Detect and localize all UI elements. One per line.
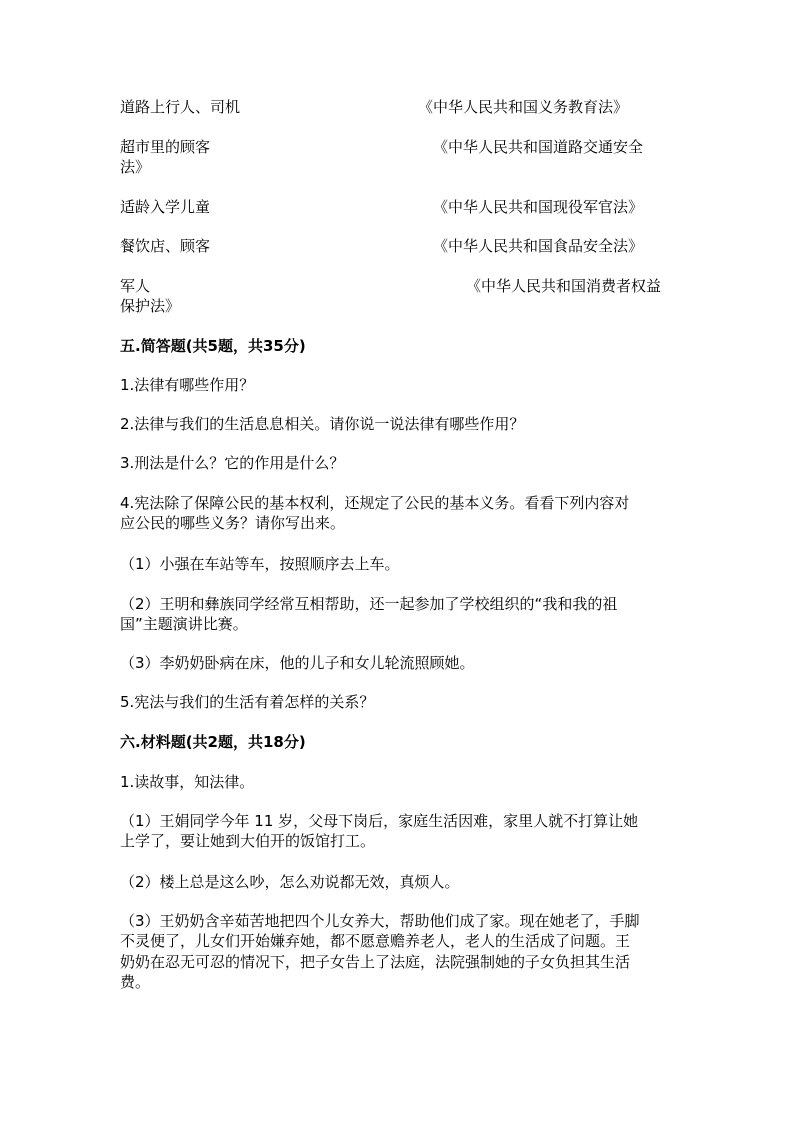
match-left-5: 军人 xyxy=(120,277,151,295)
match-right-5: 《中华人民共和国消费者权益 xyxy=(466,277,662,295)
section5-q3: 3.刑法是什么？它的作用是什么？ xyxy=(120,454,345,472)
section6-story1-line1: （1）王娟同学今年 11 岁，父母下岗后，家庭生活因难，家里人就不打算让她 xyxy=(120,812,639,830)
match-left-1: 道路上行人、司机 xyxy=(120,98,241,116)
section5-q4-item2-line1: （2）王明和彝族同学经常互相帮助，还一起参加了学校组织的“我和我的祖 xyxy=(120,595,618,613)
section6-story3-line2: 不灵便了，儿女们开始嫌弃她，都不愿意赡养老人，老人的生活成了问题。王 xyxy=(120,932,631,950)
section6-q1: 1.读故事，知法律。 xyxy=(120,773,255,791)
section6-story3-line3: 奶奶在忍无可忍的情况下，把子女告上了法庭，法院强制她的子女负担其生活 xyxy=(120,953,631,971)
section5-q4-line2: 应公民的哪些义务？请你写出来。 xyxy=(120,514,346,532)
section5-q2: 2.法律与我们的生活息息相关。请你说一说法律有哪些作用？ xyxy=(120,415,525,433)
section6-story2: （2）楼上总是这么吵，怎么劝说都无效，真烦人。 xyxy=(120,873,460,891)
section6-heading: 六.材料题(共2题，共18分) xyxy=(120,733,306,751)
section5-heading: 五.简答题(共5题，共35分) xyxy=(120,337,306,355)
match-left-2: 超市里的顾客 xyxy=(120,138,211,156)
match-left-3: 适龄入学儿童 xyxy=(120,198,211,216)
match-right-3: 《中华人民共和国现役军官法》 xyxy=(433,198,644,216)
match-right-2: 《中华人民共和国道路交通安全 xyxy=(433,138,644,156)
section5-q4-item1: （1）小强在车站等车，按照顺序去上车。 xyxy=(120,555,400,573)
section6-story3-line1: （3）王奶奶含辛茹苦地把四个儿女养大，帮助他们成了家。现在她老了，手脚 xyxy=(120,912,640,930)
match-right-4: 《中华人民共和国食品安全法》 xyxy=(433,237,644,255)
section5-q5: 5.宪法与我们的生活有着怎样的关系？ xyxy=(120,693,375,711)
section5-q4-item3: （3）李奶奶卧病在床，他的儿子和女儿轮流照顾她。 xyxy=(120,654,475,672)
match-right-2-cont: 法》 xyxy=(120,158,151,176)
match-left-4: 餐饮店、顾客 xyxy=(120,237,211,255)
section5-q4-line1: 4.宪法除了保障公民的基本权利，还规定了公民的基本义务。看看下列内容对 xyxy=(120,494,630,512)
match-right-5-cont: 保护法》 xyxy=(120,297,181,315)
section6-story3-line4: 费。 xyxy=(120,973,151,991)
match-right-1: 《中华人民共和国义务教育法》 xyxy=(418,98,629,116)
section5-q1: 1.法律有哪些作用？ xyxy=(120,376,255,394)
section5-q4-item2-line2: 国”主题演讲比赛。 xyxy=(120,615,248,633)
section6-story1-line2: 上学了，要让她到大伯开的饭馆打工。 xyxy=(120,832,376,850)
